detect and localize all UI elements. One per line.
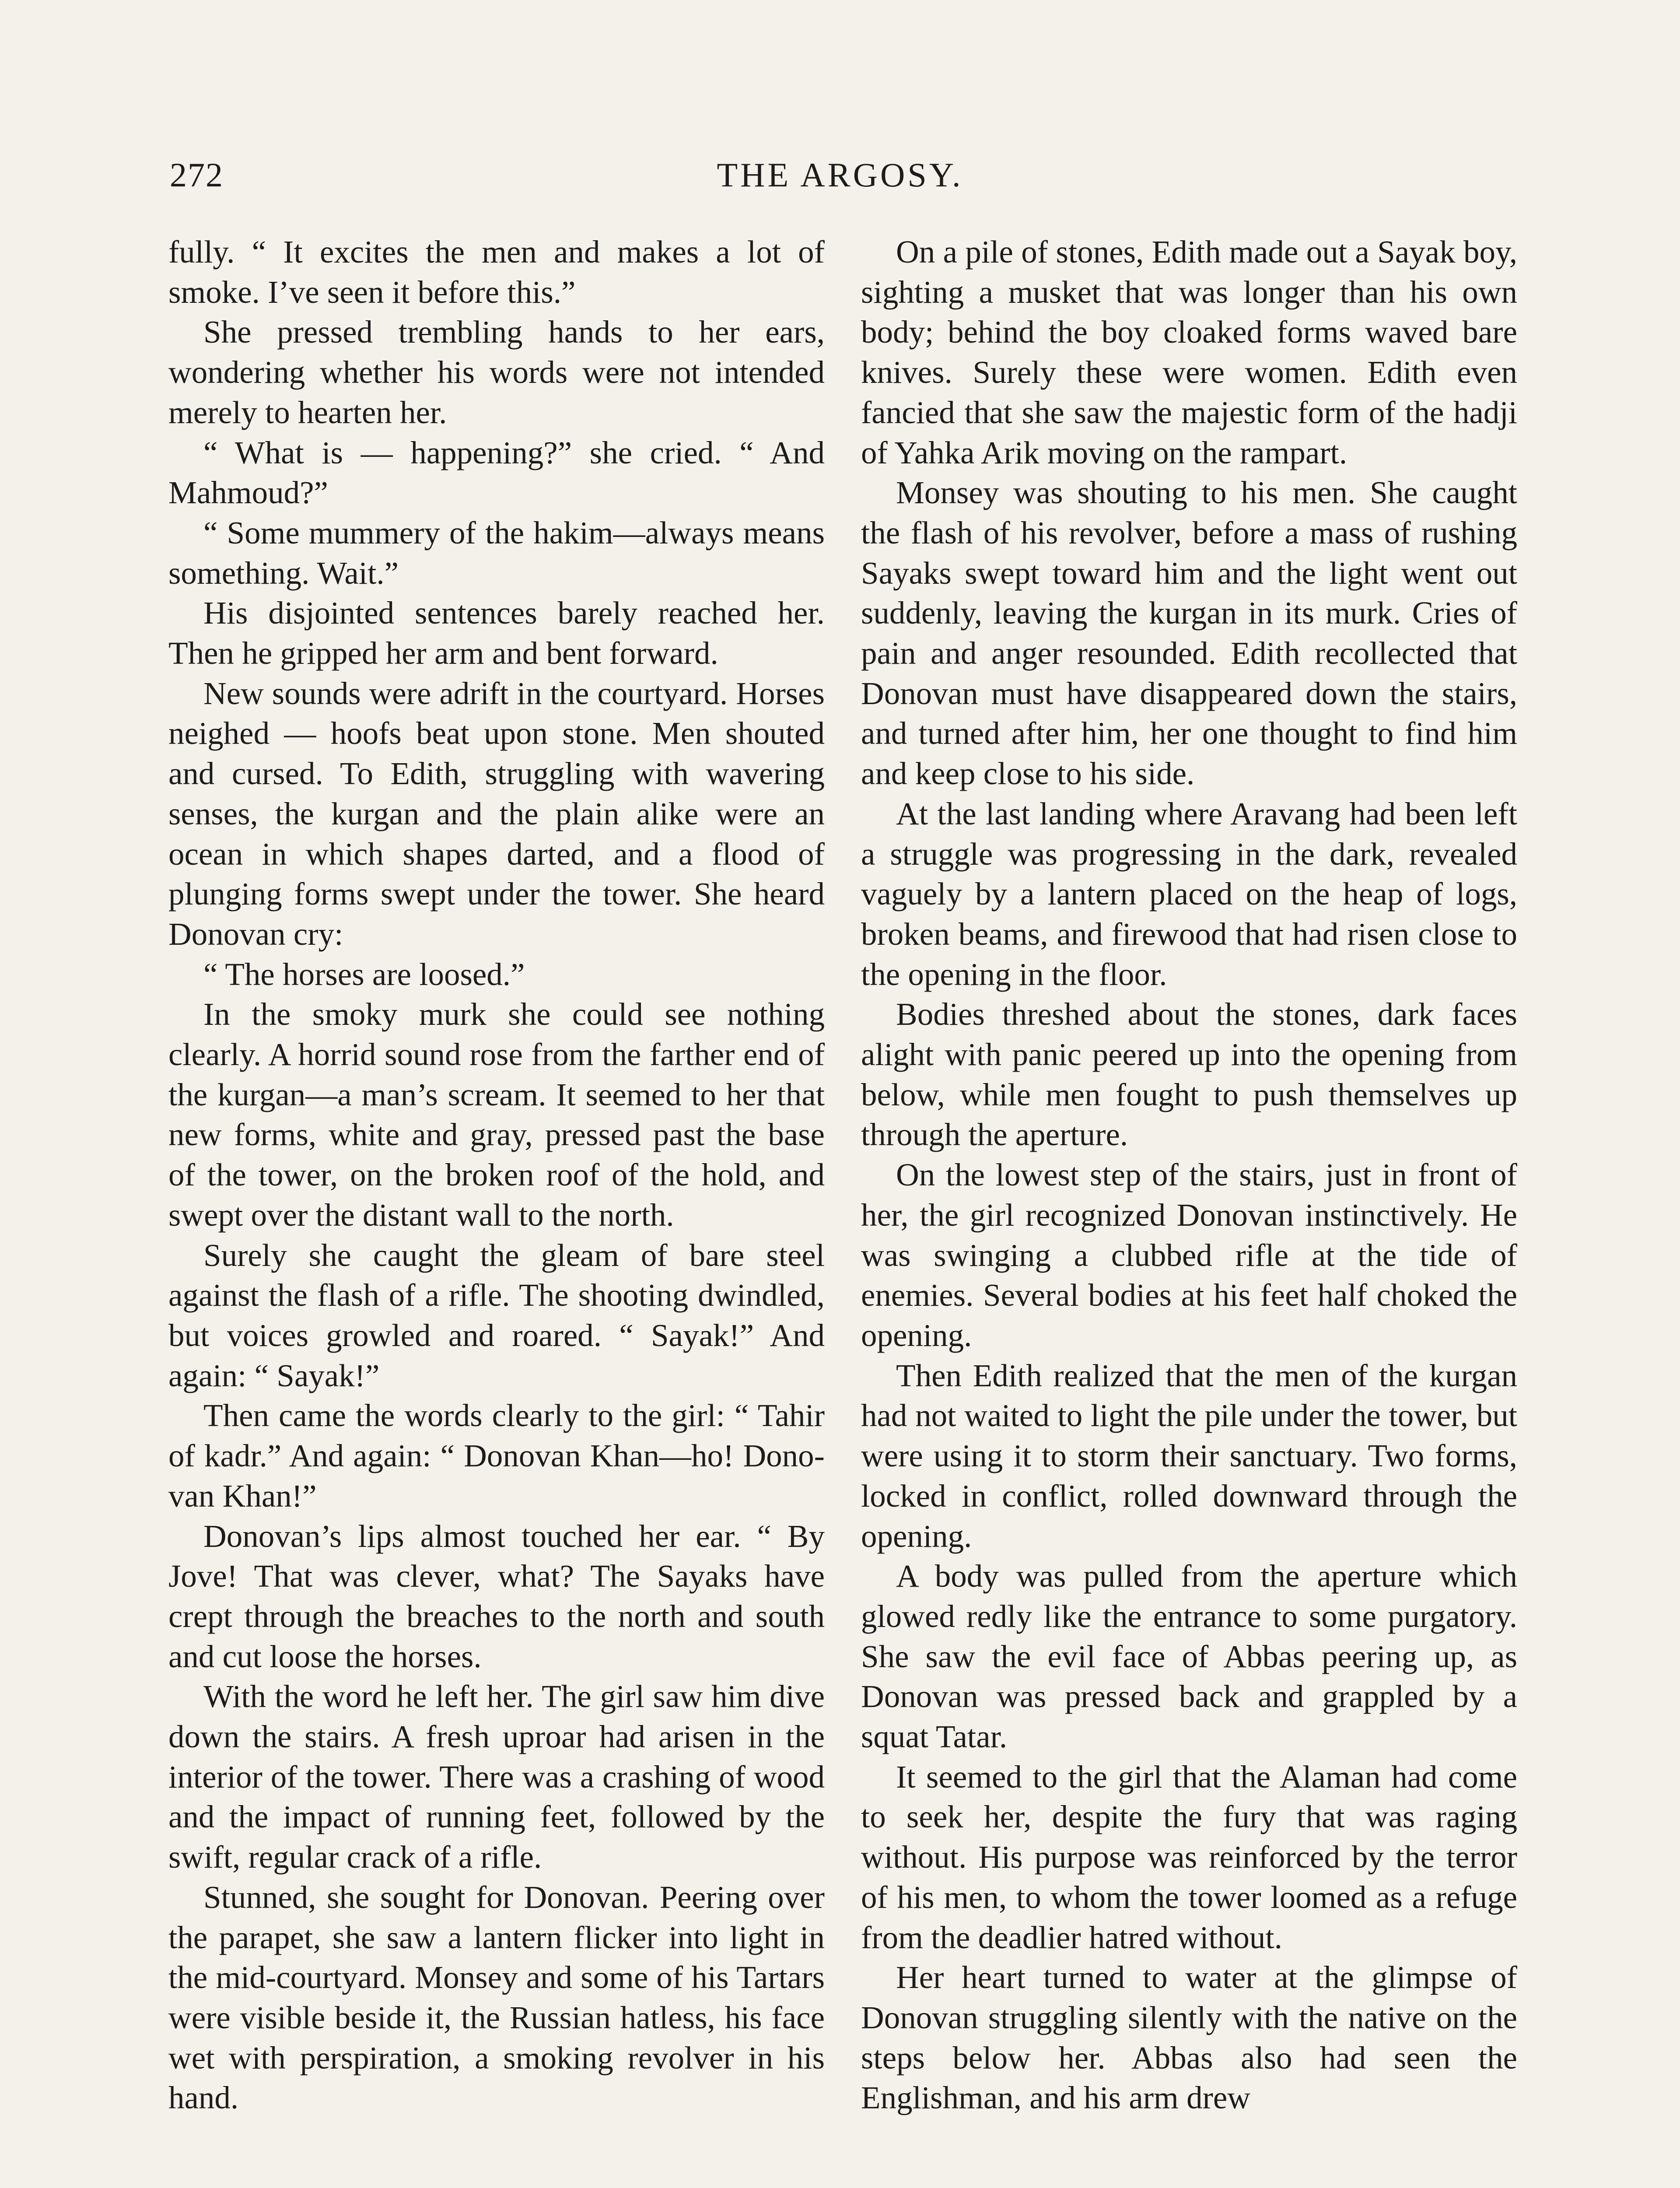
left-column — [168, 232, 825, 2118]
paragraph: Monsey was shouting to his men. She caught the flash of his revolver, before a mass of rushing Sayaks swept toward him and the light went out suddenly, leaving the kurgan in its murk. Cries of pain and anger resounded. Edith recollected that Donovan must have disappeared down the stairs, and turned after him, her one thought to find him and keep close to his side. — [861, 475, 1517, 792]
running-head: THE ARGOSY. — [717, 156, 963, 194]
paragraph: fully. “ It excites the men and makes a lot of smoke. I’ve seen it before this.” — [168, 234, 825, 310]
paragraph: Donovan’s lips almost touched her ear. “ By Jove! That was clever, what? The Sayaks have crept through the breaches to the north and south and cut loose the horses. — [168, 1518, 825, 1674]
paragraph: Stunned, she sought for Donovan. Peering over the parapet, she saw a lantern flicker into light in the mid-courtyard. Monsey and some of his Tartars were visible beside it, the Russian hatless, his face wet with perspiration, a smoking revolver in his hand. — [168, 1879, 825, 2116]
paragraph: In the smoky murk she could see nothing clearly. A horrid sound rose from the farther end of the kurgan—a man’s scream. It seemed to her that new forms, white and gray, pressed past the base of the tower, on the broken roof of the hold, and swept over the distant wall to the north. — [168, 996, 825, 1233]
paragraph: Surely she caught the gleam of bare steel against the flash of a rifle. The shooting dwindled, but voices growled and roared. “ Sayak!” And again: “ Sayak!” — [168, 1237, 825, 1393]
page-number: 272 — [170, 156, 224, 194]
paragraph: His disjointed sentences barely reached her. Then he gripped her arm and bent forward. — [168, 595, 825, 671]
paragraph: With the word he left her. The girl saw him dive down the stairs. A fresh uproar had arisen in the interior of the tower. There was a crashing of wood and the impact of running feet, followed by the swift, regular crack of a rifle. — [168, 1679, 825, 1875]
paragraph: Her heart turned to water at the glimpse of Donovan struggling silently with the native on the steps below her. Abbas also had seen the Englishman, and his arm drew — [861, 1960, 1517, 2116]
page-header — [0, 155, 1680, 203]
paragraph: “ Some mummery of the hakim—always means something. Wait.” — [168, 515, 825, 591]
paragraph: She pressed trembling hands to her ears, wondering whether his words were not intended merely to hearten her. — [168, 314, 825, 430]
paragraph: A body was pulled from the aperture which glowed redly like the entrance to some purgatory. She saw the evil face of Abbas peering up, as Donovan was pressed back and grappled by a squat Tatar. — [861, 1558, 1517, 1755]
right-column — [861, 232, 1517, 2118]
paragraph: New sounds were adrift in the courtyard. Horses neighed — hoofs beat upon stone. Men shouted and cursed. To Edith, struggling with wavering senses, the kurgan and the plain alike were an ocean in which shapes darted, and a flood of plunging forms swept under the tower. She heard Donovan cry: — [168, 675, 825, 952]
paragraph: At the last landing where Aravang had been left a struggle was progressing in the dark, revealed vaguely by a lantern placed on the heap of logs, broken beams, and firewood that had risen close to the opening in the floor. — [861, 796, 1517, 992]
paragraph: On the lowest step of the stairs, just in front of her, the girl recognized Donovan instinctively. He was swinging a clubbed rifle at the tide of enemies. Several bodies at his feet half choked the opening. — [861, 1157, 1517, 1353]
paragraph: Then came the words clearly to the girl: “ Tahir of kadr.” And again: “ Donovan Khan—ho! Dono-van Khan!” — [168, 1398, 825, 1514]
paragraph: Bodies threshed about the stones, dark faces alight with panic peered up into the opening from below, while men fought to push themselves up through the aperture. — [861, 996, 1517, 1153]
paragraph: “ The horses are loosed.” — [203, 956, 525, 992]
paragraph: It seemed to the girl that the Alaman had come to seek her, despite the fury that was raging without. His purpose was reinforced by the terror of his men, to whom the tower loomed as a refuge from the deadlier hatred without. — [861, 1759, 1517, 1955]
paragraph: On a pile of stones, Edith made out a Sayak boy, sighting a musket that was longer than his own body; behind the boy cloaked forms waved bare knives. Surely these were women. Edith even fancied that she saw the majestic form of the hadji of Yahka Arik moving on the rampart. — [861, 234, 1517, 470]
paragraph: “ What is — happening?” she cried. “ And Mahmoud?” — [168, 435, 825, 511]
paragraph: Then Edith realized that the men of the kurgan had not waited to light the pile under the tower, but were using it to storm their sanctuary. Two forms, locked in conflict, rolled downward through the opening. — [861, 1357, 1517, 1554]
